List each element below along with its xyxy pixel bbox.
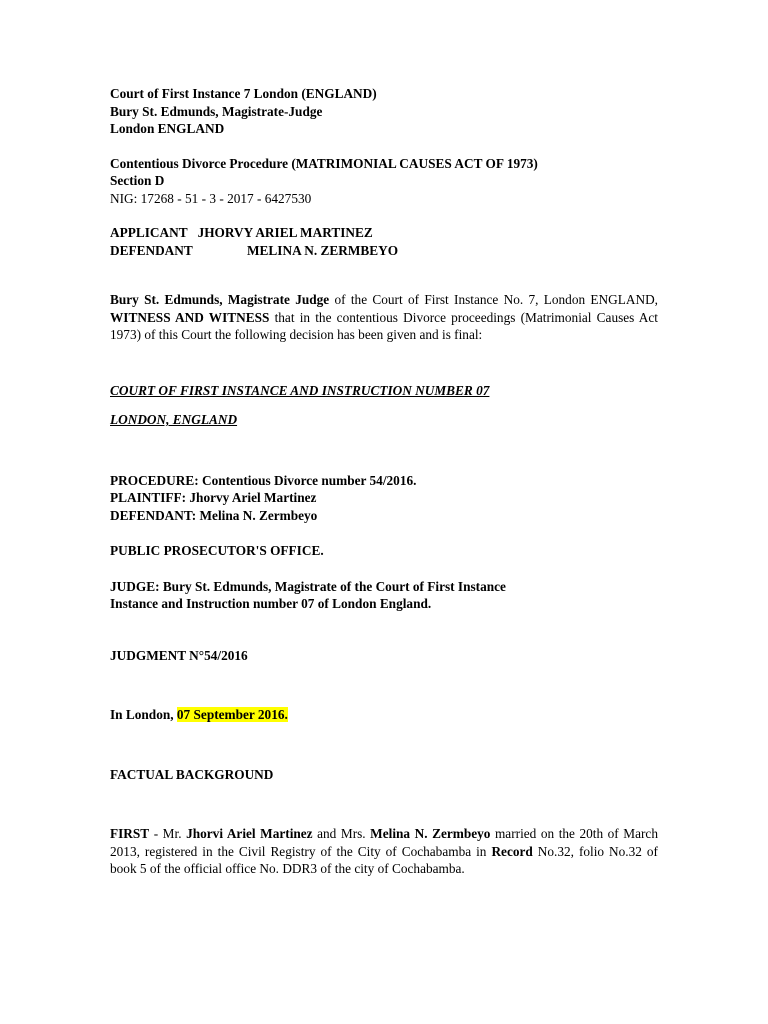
defendant-name: MELINA N. ZERMBEYO (247, 242, 399, 258)
defendant-label: DEFENDANT (110, 242, 193, 258)
applicant-name: JHORVY ARIEL MARTINEZ (197, 225, 373, 240)
witness-bold: WITNESS AND WITNESS (110, 309, 270, 325)
procedure-title: Contentious Divorce Procedure (MATRIMONIAL CAUSES ACT OF 1973) (110, 155, 538, 171)
witness-part2: that in the contentious Divorce proceedings (Matrimonial Causes Act 1973) of this Court the following decision has been given and is final: (110, 309, 658, 342)
judge-detail-line2: Instance and Instruction number 07 of London England. (110, 596, 432, 611)
document-page (110, 85, 658, 878)
judge-line: Bury St. Edmunds, Magistrate-Judge (110, 103, 323, 119)
defendant-detail: DEFENDANT: Melina N. Zermbeyo (110, 507, 318, 523)
background-heading: FACTUAL BACKGROUND (110, 766, 274, 782)
date-highlighted: 07 September 2016. (176, 707, 288, 722)
judgment-date (110, 706, 658, 724)
first-text4: No.32, folio No.32 of book 5 of the official office No. DDR3 of the city of Cochabamba. (110, 843, 658, 876)
plaintiff-detail: PLAINTIFF: Jhorvy Ariel Martinez (110, 490, 317, 505)
section-label: Section D (110, 173, 165, 188)
first-text2: and Mrs. (312, 826, 371, 841)
first-paragraph (110, 825, 658, 878)
witness-paragraph (110, 291, 658, 344)
husband-name: Jhorvi Ariel Martinez (186, 826, 313, 841)
defendant-row (110, 242, 658, 260)
judge-block (110, 578, 658, 613)
parties-block (110, 224, 658, 259)
applicant-label: APPLICANT (110, 225, 188, 240)
location-line: London ENGLAND (110, 121, 225, 136)
judgment-number: JUDGMENT N°54/2016 (110, 647, 248, 663)
court-header (110, 85, 658, 138)
procedure-detail: PROCEDURE: Contentious Divorce number 54/2016. (110, 472, 417, 488)
nig-number: NIG: 17268 - 51 - 3 - 2017 - 6427530 (110, 190, 312, 206)
judge-detail-line1: JUDGE: Bury St. Edmunds, Magistrate of the Court of First Instance (110, 578, 506, 594)
record-label: Record (491, 843, 533, 859)
first-label: FIRST (110, 826, 150, 841)
case-details (110, 472, 658, 525)
wife-name: Melina N. Zermbeyo (370, 826, 491, 841)
court-line: Court of First Instance 7 London (ENGLAND) (110, 86, 377, 101)
witness-lead: Bury St. Edmunds, Magistrate Judge (110, 292, 330, 307)
date-prefix: In London, (110, 707, 177, 722)
prosecutor-line: PUBLIC PROSECUTOR'S OFFICE. (110, 543, 324, 558)
applicant-row (110, 224, 658, 242)
first-text1: - Mr. (149, 826, 187, 841)
procedure-block (110, 155, 658, 208)
court-heading-line2: LONDON, ENGLAND (110, 412, 238, 427)
first-text3: married on the 20th of March 2013, registered in the Civil Registry of the City of Cochabamba in (110, 826, 658, 859)
witness-part1: of the Court of First Instance No. 7, London ENGLAND, (329, 292, 659, 307)
court-heading-line1: COURT OF FIRST INSTANCE AND INSTRUCTION NUMBER 07 (110, 382, 490, 398)
